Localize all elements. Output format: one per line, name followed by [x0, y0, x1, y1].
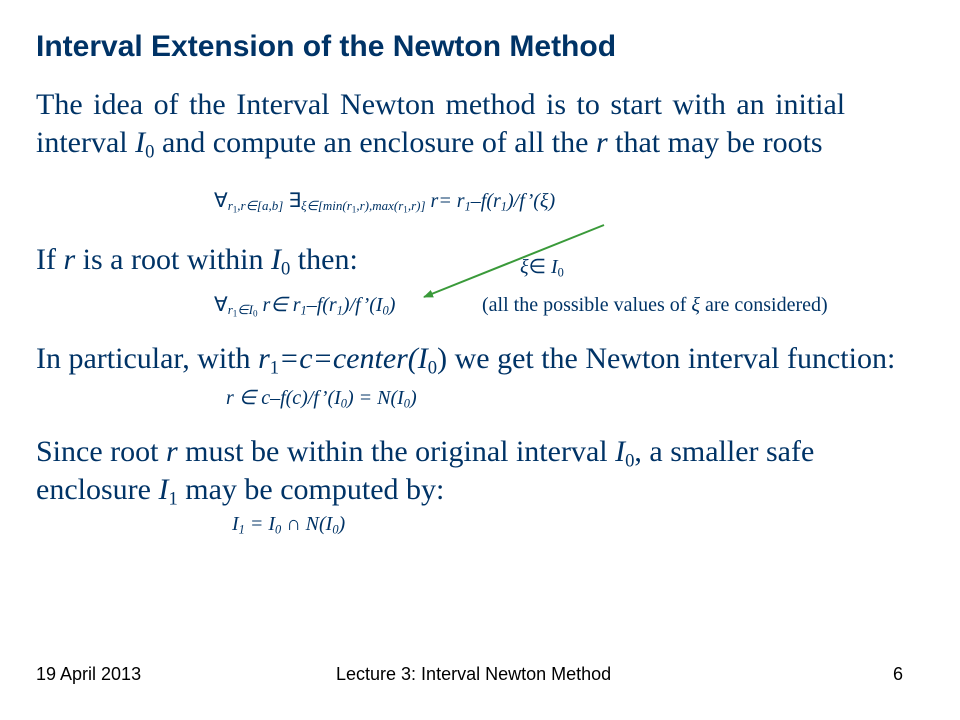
- mean-value-formula: $\forall r_1,r\in[a,b]$ $\exists\xi\in[\min(r_1,r),\max(r_1,r)]$ $r= r_1-f(r_1)/f’(\xi)$: [214, 190, 556, 215]
- possible-values-note: (all the possible values of ξ are considered): [482, 294, 828, 316]
- root-condition-line: If r is a root within $I_0$ then:: [36, 243, 358, 280]
- newton-interval-formula: r ∈ $c-f(c)/f’(I_0) = N(I_0)$: [226, 387, 417, 411]
- safe-enclosure-line-1: Since root r must be within the original interval $I_0$, a smaller safe: [36, 435, 815, 472]
- safe-enclosure-line-2: enclosure $I_1$ may be computed by:: [36, 473, 445, 510]
- intro-line-2: interval $I_0$ and compute an enclosure of all the r that may be roots: [36, 126, 823, 163]
- footer-date: 19 April 2013: [36, 664, 142, 684]
- newton-function-line: In particular, with $r_1=c=center(I_0)$ we get the Newton interval function:: [36, 342, 896, 379]
- footer-page-number: 6: [893, 664, 904, 684]
- intersection-formula: $I_1 = I_0$ ∩ $N(I_0)$: [232, 513, 346, 537]
- footer-lecture-title: Lecture 3: Interval Newton Method: [336, 664, 612, 684]
- exists-condition: $\xi\in[\min(r_1,r),\max(r_1,r)]$: [300, 198, 426, 215]
- slide-title: Interval Extension of the Newton Method: [36, 30, 617, 63]
- interval-enclosure-formula: $\forall r_1\in I_0$ r∈ $r_1-f(r_1)/f’(I_0)$: [214, 294, 396, 319]
- interval-enclosure-expression: r∈ $r_1-f(r_1)/f’(I_0)$: [262, 294, 396, 318]
- forall-r1-condition: $r_1\in I_0$: [227, 302, 258, 319]
- mean-value-expression: $r= r_1-f(r_1)/f’(\xi)$: [430, 190, 556, 214]
- forall-condition: $r_1,r\in[a,b]$: [227, 198, 284, 215]
- arrow-line: [424, 225, 604, 297]
- intro-line-1: The idea of the Interval Newton method is to start with an initial: [36, 88, 846, 121]
- xi-in-interval-note: ξ∈ $I_0$: [520, 256, 564, 280]
